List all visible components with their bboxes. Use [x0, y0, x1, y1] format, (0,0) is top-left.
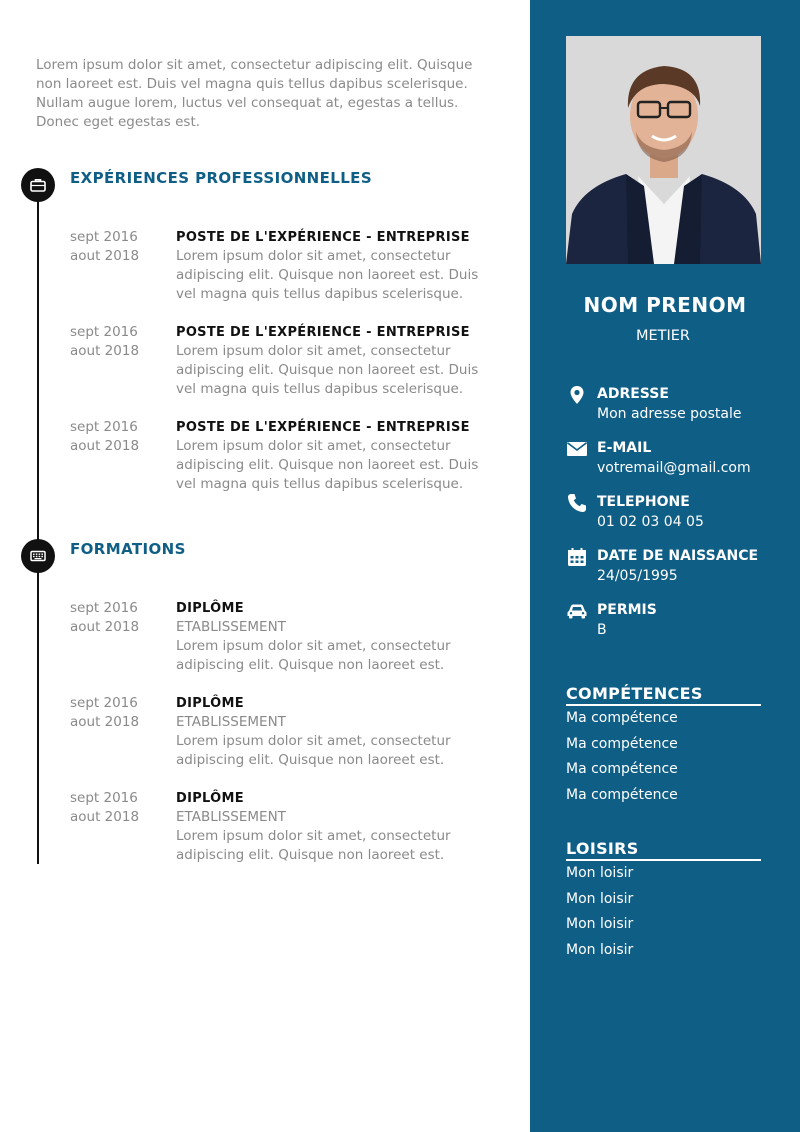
entry-description: Lorem ipsum dolor sit amet, consectetur adipiscing elit. Quisque non laoreet est.	[176, 733, 451, 768]
date-start: sept 2016	[70, 324, 138, 340]
date-end: aout 2018	[70, 809, 140, 825]
entry-dates	[70, 789, 170, 827]
date-start: sept 2016	[70, 229, 138, 245]
hobbies-list	[566, 861, 786, 963]
entry-description: Lorem ipsum dolor sit amet, consectetur adipiscing elit. Quisque non laoreet est. Duis vel magna quis tellus dapibus scelerisque.	[176, 438, 479, 492]
entry-description: Lorem ipsum dolor sit amet, consectetur adipiscing elit. Quisque non laoreet est.	[176, 828, 451, 863]
date-end: aout 2018	[70, 248, 140, 264]
timeline-line-education	[37, 556, 39, 864]
entry-description: Lorem ipsum dolor sit amet, consectetur adipiscing elit. Quisque non laoreet est. Duis vel magna quis tellus dapibus scelerisque.	[176, 248, 479, 302]
list-item: Mon loisir	[566, 941, 634, 958]
job-title: METIER	[635, 328, 691, 344]
car-icon	[566, 600, 588, 622]
location-pin-icon	[566, 384, 588, 406]
experience-section-title: EXPÉRIENCES PROFESSIONNELLES	[70, 169, 373, 187]
keyboard-icon	[21, 539, 55, 573]
date-start: sept 2016	[70, 790, 138, 806]
entry-description: Lorem ipsum dolor sit amet, consectetur adipiscing elit. Quisque non laoreet est.	[176, 638, 451, 673]
phone-icon	[566, 492, 588, 514]
entry-title: POSTE DE L'EXPÉRIENCE - ENTREPRISE	[176, 230, 470, 245]
entry-dates	[70, 228, 170, 266]
date-end: aout 2018	[70, 714, 140, 730]
phone-value[interactable]: 01 02 03 04 05	[597, 514, 704, 530]
calendar-icon	[566, 546, 588, 568]
date-end: aout 2018	[70, 619, 140, 635]
entry-dates	[70, 694, 170, 732]
entry-description: Lorem ipsum dolor sit amet, consectetur adipiscing elit. Quisque non laoreet est. Duis vel magna quis tellus dapibus scelerisque.	[176, 343, 479, 397]
list-item: Mon loisir	[566, 916, 634, 933]
entry-title: DIPLÔME	[176, 696, 244, 711]
full-name: NOM PRENOM	[583, 293, 747, 317]
profile-photo	[566, 36, 761, 264]
list-item: Ma compétence	[566, 735, 678, 752]
date-start: sept 2016	[70, 695, 138, 711]
entry-school: ETABLISSEMENT	[176, 714, 286, 730]
entry-title: POSTE DE L'EXPÉRIENCE - ENTREPRISE	[176, 325, 470, 340]
date-start: sept 2016	[70, 600, 138, 616]
skills-title: COMPÉTENCES	[566, 684, 761, 706]
birthdate-value: 24/05/1995	[597, 568, 678, 584]
list-item: Ma compétence	[566, 761, 678, 778]
date-end: aout 2018	[70, 343, 140, 359]
entry-school: ETABLISSEMENT	[176, 809, 286, 825]
entry-school: ETABLISSEMENT	[176, 619, 286, 635]
email-value[interactable]: votremail@gmail.com	[597, 460, 751, 476]
email-label: E-MAIL	[597, 440, 652, 456]
date-start: sept 2016	[70, 419, 138, 435]
license-value: B	[597, 622, 607, 638]
birthdate-label: DATE DE NAISSANCE	[597, 548, 759, 564]
entry-title: POSTE DE L'EXPÉRIENCE - ENTREPRISE	[176, 420, 470, 435]
entry-title: DIPLÔME	[176, 791, 244, 806]
timeline-line-experience	[37, 185, 39, 543]
list-item: Mon loisir	[566, 890, 634, 907]
list-item: Ma compétence	[566, 710, 678, 726]
skills-list	[566, 706, 786, 808]
address-value: Mon adresse postale	[597, 406, 742, 422]
entry-dates	[70, 599, 170, 637]
education-section-title: FORMATIONS	[70, 540, 186, 558]
date-end: aout 2018	[70, 438, 140, 454]
entry-dates	[70, 418, 170, 456]
list-item: Ma compétence	[566, 786, 678, 803]
envelope-icon	[566, 438, 588, 460]
hobbies-title: LOISIRS	[566, 839, 761, 861]
address-label: ADRESSE	[597, 386, 669, 402]
intro-text: Lorem ipsum dolor sit amet, consectetur adipiscing elit. Quisque non laoreet est. Duis vel magna quis tellus dapibus scelerisque. Nullam augue lorem, luctus vel consequat at, egestas a tellus. Donec eget egestas est.	[36, 57, 473, 130]
phone-label: TELEPHONE	[597, 494, 690, 510]
entry-dates	[70, 323, 170, 361]
entry-title: DIPLÔME	[176, 601, 244, 616]
sidebar	[530, 0, 800, 1132]
license-label: PERMIS	[597, 602, 657, 618]
briefcase-icon	[21, 168, 55, 202]
list-item: Mon loisir	[566, 865, 634, 881]
